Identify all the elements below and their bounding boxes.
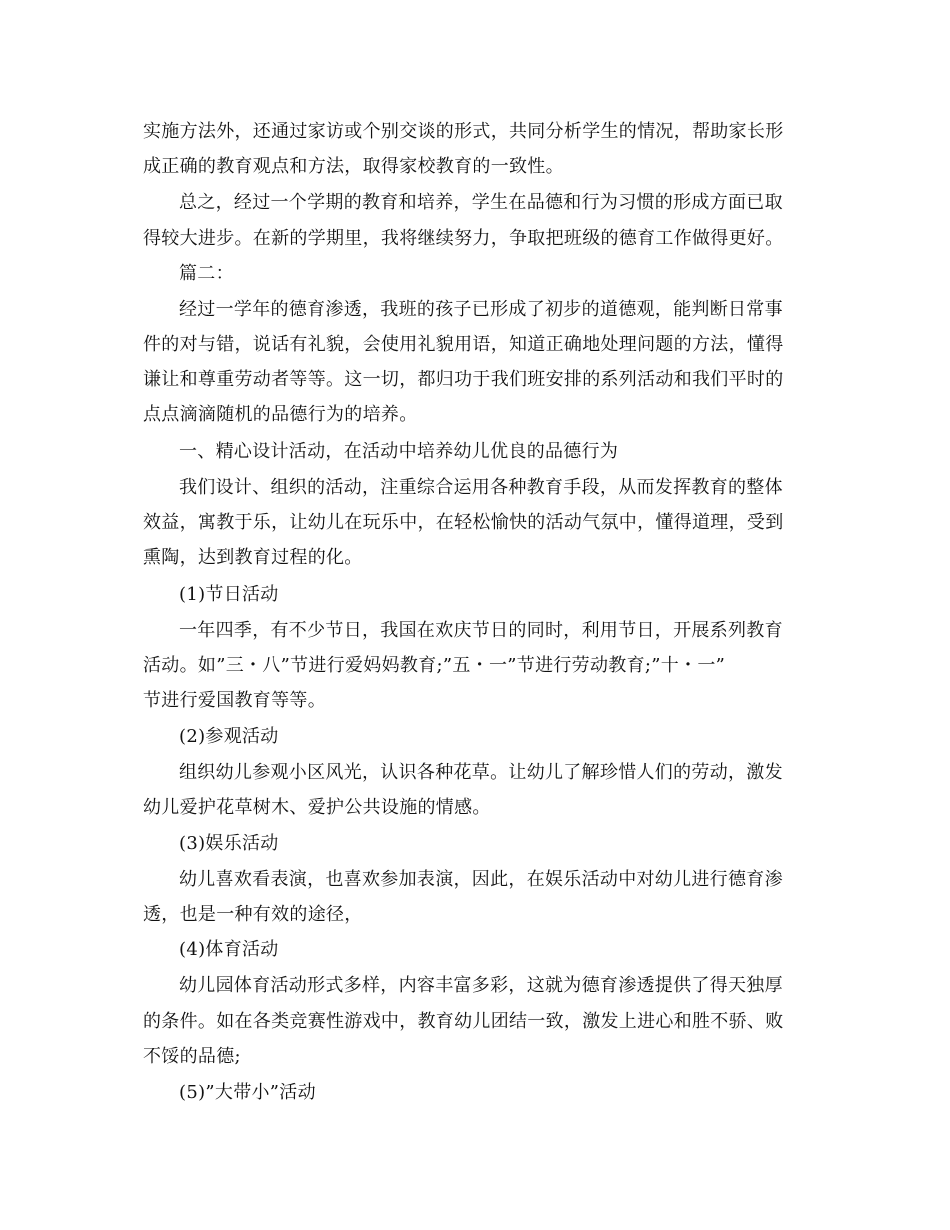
subsection-heading: (5)”大带小”活动 <box>179 1082 316 1103</box>
subsection-heading: (1)节日活动 <box>179 584 279 605</box>
subsection-heading: (4)体育活动 <box>179 939 279 960</box>
subsection-heading: (2)参观活动 <box>179 726 279 747</box>
paragraph-start: 经过一学年的德育渗透，我班的孩子已形成了初步的道德观，能判断日常事 <box>179 299 783 320</box>
paragraph-start: 幼儿园体育活动形式多样，内容丰富多彩，这就为德育渗透提供了得天独厚 <box>179 975 783 996</box>
text-line: 得较大进步。在新的学期里，我将继续努力，争取把班级的德育工作做得更好。 <box>143 228 784 249</box>
subsection-heading: (3)娱乐活动 <box>179 833 279 854</box>
section-heading: 篇二： <box>179 263 234 284</box>
paragraph-start: 组织幼儿参观小区风光，认识各种花草。让幼儿了解珍惜人们的劳动，激发 <box>179 762 783 783</box>
text-line: 实施方法外，还通过家访或个别交谈的形式，共同分析学生的情况，帮助家长形 <box>143 121 784 142</box>
text-line: 透，也是一种有效的途径， <box>143 904 363 925</box>
paragraph-start: 总之，经过一个学期的教育和培养，学生在品德和行为习惯的形成方面已取 <box>179 192 783 213</box>
text-line: 点点滴滴随机的品德行为的培养。 <box>143 404 418 425</box>
text-line: 的条件。如在各类竞赛性游戏中，教育幼儿团结一致，激发上进心和胜不骄、败 <box>143 1011 784 1032</box>
text-line: 谦让和尊重劳动者等等。这一切，都归功于我们班安排的系列活动和我们平时的 <box>143 369 784 390</box>
text-line: 效益，寓教于乐，让幼儿在玩乐中，在轻松愉快的活动气氛中，懂得道理，受到 <box>143 512 784 533</box>
text-line: 成正确的教育观点和方法，取得家校教育的一致性。 <box>143 156 564 177</box>
text-line: 节进行爱国教育等等。 <box>143 690 326 711</box>
text-line: 不馁的品德; <box>143 1046 241 1067</box>
paragraph-start: 幼儿喜欢看表演，也喜欢参加表演，因此，在娱乐活动中对幼儿进行德育渗 <box>179 869 783 890</box>
text-line: 活动。如”三・八”节进行爱妈妈教育;”五・一”节进行劳动教育;”十・一” <box>143 655 726 676</box>
paragraph-start: 我们设计、组织的活动，注重综合运用各种教育手段，从而发挥教育的整体 <box>179 477 783 498</box>
paragraph-start: 一年四季，有不少节日，我国在欢庆节日的同时，利用节日，开展系列教育 <box>179 620 783 641</box>
text-line: 件的对与错，说话有礼貌，会使用礼貌用语，知道正确地处理问题的方法，懂得 <box>143 334 784 355</box>
text-line: 幼儿爱护花草树木、爱护公共设施的情感。 <box>143 797 491 818</box>
section-heading: 一、精心设计活动，在活动中培养幼儿优良的品德行为 <box>179 441 619 462</box>
text-line: 熏陶，达到教育过程的化。 <box>143 547 363 568</box>
